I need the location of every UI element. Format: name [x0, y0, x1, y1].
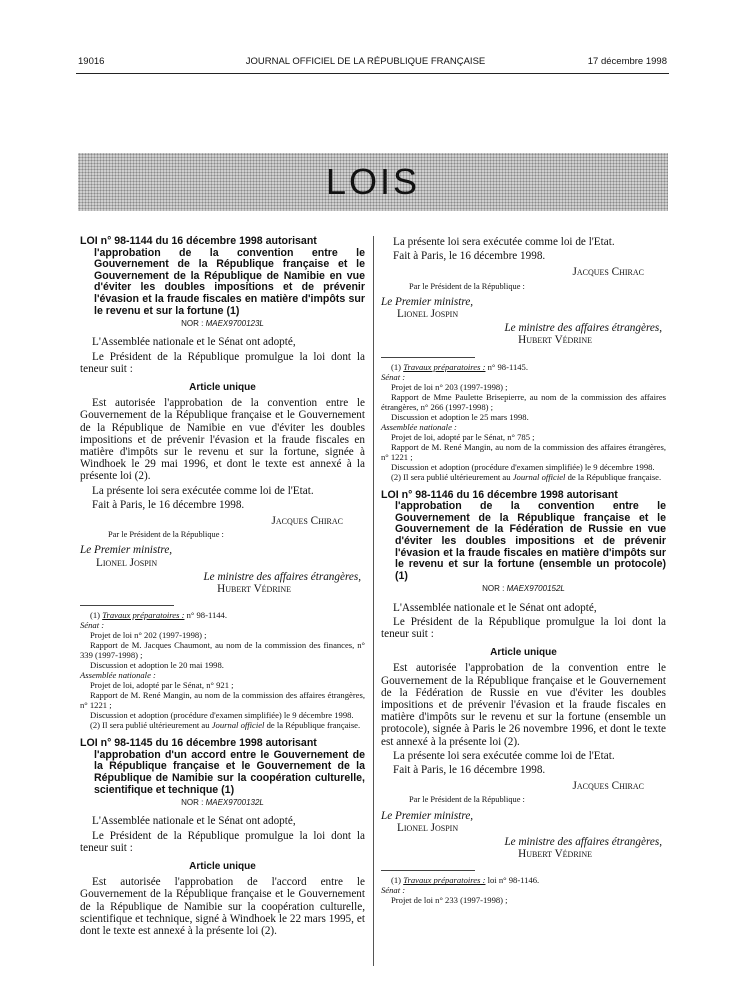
article-text: Est autorisée l'approbation de l'accord entre le Gouvernement de la République française et le Gouvernement de la République de Namibie sur la coopération culturelle, scientifique et technique, signé à Windhoek le 22 mars 1995, et dont le texte est annexé à la présente loi (2).	[80, 876, 365, 938]
article-text: Est autorisée l'approbation de la convention entre le Gouvernement de la République française et le Gouvernement de la République de Namibie en vue d'éviter les doubles impositions et de prévenir l'évasion et la fraude fiscales en matière d'impôts sur le revenu et sur la fortune, signée à Windhoek le 29 mai 1996, et dont le texte est annexé à la présente loi (2).	[80, 397, 365, 483]
prime-minister-name: Lionel Jospin	[397, 308, 459, 321]
execution-clause: La présente loi sera exécutée comme loi de l'Etat.	[393, 749, 615, 762]
article-heading: Article unique	[189, 861, 256, 872]
article-text: Est autorisée l'approbation de la convention entre le Gouvernement de la République française et le Gouvernement de la Fédération de Russie en vue d'éviter les doubles impositions et de prévenir l'évasion et la fraude fiscales en matière d'impôts sur le revenu et sur la fortune (ensemble un protocole), signée à Paris le 26 novembre 1996, et dont le texte est annexé à la présente loi (2).	[381, 662, 666, 748]
law-title: LOI n° 98-1145 du 16 décembre 1998 autorisant l'approbation d'un accord entre le Gouvernement de la République française et le Gouvernement de la République de Namibie sur la coopération culturelle, scientifique et technique (1)	[80, 737, 365, 796]
by-president: Par le Président de la République :	[409, 281, 525, 291]
done-at: Fait à Paris, le 16 décembre 1998.	[393, 250, 546, 263]
intro-promulgation: Le Président de la République promulgue la loi dont la teneur suit :	[80, 350, 365, 375]
president-signature: Jacques Chirac	[572, 780, 644, 793]
footnote-rule	[80, 605, 174, 606]
nor-reference: NOR : MAEX9700152L	[482, 584, 565, 594]
president-signature: Jacques Chirac	[271, 515, 343, 527]
prime-minister-title: Le Premier ministre,	[381, 295, 474, 308]
section-title: LOIS	[325, 161, 421, 202]
minister-title: Le ministre des affaires étrangères,	[203, 570, 361, 583]
intro-promulgation: Le Président de la République promulgue la loi dont la teneur suit :	[80, 829, 365, 854]
nor-reference: NOR : MAEX9700123L	[181, 319, 264, 329]
issue-date: 17 décembre 1998	[587, 56, 667, 67]
execution-clause: La présente loi sera exécutée comme loi de l'Etat.	[393, 236, 615, 248]
article-heading: Article unique	[490, 647, 557, 659]
footnotes: (1) Travaux préparatoires : n° 98-1144. Sénat : Projet de loi n° 202 (1997-1998) ; Rapport de M. Jacques Chaumont, au nom de la commission des finances, n° 339 (1997-1998) ; Discussion et adoption le 20 mai 1998. Assemblée nationale : Projet de loi, adopté par le Sénat, n° 921 ; Rapport de M. René Mangin, au nom de la commission des affaires étrangères, n° 1221 ; Discussion et adoption (procédure d'examen simplifiée) le 9 décembre 1998. (2) Il sera publié ultérieurement au Journal officiel de la République française.	[80, 610, 365, 731]
execution-clause: La présente loi sera exécutée comme loi de l'Etat.	[92, 484, 314, 497]
done-at: Fait à Paris, le 16 décembre 1998.	[393, 764, 546, 777]
prime-minister-title: Le Premier ministre,	[80, 544, 173, 557]
law-1145-head	[80, 738, 365, 937]
column-divider	[373, 236, 374, 966]
law-title: LOI n° 98-1146 du 16 décembre 1998 autorisant l'approbation de la convention entre le Gouvernement de la République française et le Gouvernement de la Fédération de Russie en vue d'éviter les doubles impositions et de prévenir l'évasion et la fraude fiscales en matière d'impôts sur le revenu et sur la fortune (ensemble un protocole) (1)	[381, 488, 666, 582]
minister-name: Hubert Védrine	[518, 334, 592, 347]
header-rule	[76, 73, 669, 74]
footnotes: (1) Travaux préparatoires : loi n° 98-1146. Sénat : Projet de loi n° 233 (1997-1998) ;	[381, 875, 540, 906]
intro-promulgation: Le Président de la République promulgue la loi dont la teneur suit :	[381, 615, 666, 640]
law-1144	[80, 236, 365, 730]
page-number: 19016	[78, 56, 105, 67]
article-heading: Article unique	[189, 381, 256, 393]
done-at: Fait à Paris, le 16 décembre 1998.	[92, 498, 245, 511]
footnotes: (1) Travaux préparatoires : n° 98-1145. Sénat : Projet de loi n° 203 (1997-1998) ; Rapport de Mme Paulette Brisepierre, au nom de la commission des affaires étrangères, n° 266 (1997-1998) ; Discussion et adoption le 25 mars 1998. Assemblée nationale : Projet de loi, adopté par le Sénat, n° 785 ; Rapport de M. René Mangin, au nom de la commission des affaires étrangères, n° 1221 ; Discussion et adoption (procédure d'examen simplifiée) le 9 décembre 1998. (2) Il sera publié ultérieurement au Journal officiel de la République française.	[381, 361, 666, 482]
page-header	[0, 56, 731, 72]
minister-title: Le ministre des affaires étrangères,	[504, 322, 662, 335]
intro-adoption: L'Assemblée nationale et le Sénat ont adopté,	[92, 336, 296, 349]
right-column	[381, 236, 666, 905]
law-1145-tail	[381, 236, 666, 482]
left-column	[80, 236, 365, 939]
minister-name: Hubert Védrine	[518, 848, 592, 861]
footnote-rule	[381, 870, 475, 871]
prime-minister-name: Lionel Jospin	[397, 821, 459, 834]
intro-adoption: L'Assemblée nationale et le Sénat ont adopté,	[92, 815, 296, 828]
law-title: LOI n° 98-1144 du 16 décembre 1998 autorisant l'approbation de la convention entre le Gouvernement de la République française et le Gouvernement de la République de Namibie en vue d'éviter les doubles impositions et de prévenir l'évasion et la fraude fiscales en matière d'impôts sur le revenu et sur la fortune (1)	[80, 235, 365, 317]
footnote-rule	[381, 357, 475, 358]
president-signature: Jacques Chirac	[572, 266, 644, 279]
intro-adoption: L'Assemblée nationale et le Sénat ont adopté,	[393, 601, 597, 614]
prime-minister-name: Lionel Jospin	[96, 556, 158, 569]
by-president: Par le Président de la République :	[108, 530, 224, 540]
minister-title: Le ministre des affaires étrangères,	[504, 836, 662, 849]
journal-title: JOURNAL OFFICIEL DE LA RÉPUBLIQUE FRANÇAISE	[245, 56, 486, 67]
law-1146	[381, 490, 666, 906]
nor-reference: NOR : MAEX9700132L	[181, 798, 264, 808]
prime-minister-title: Le Premier ministre,	[381, 809, 474, 822]
minister-name: Hubert Védrine	[217, 583, 291, 596]
by-president: Par le Président de la République :	[409, 795, 525, 805]
section-banner	[78, 153, 668, 211]
